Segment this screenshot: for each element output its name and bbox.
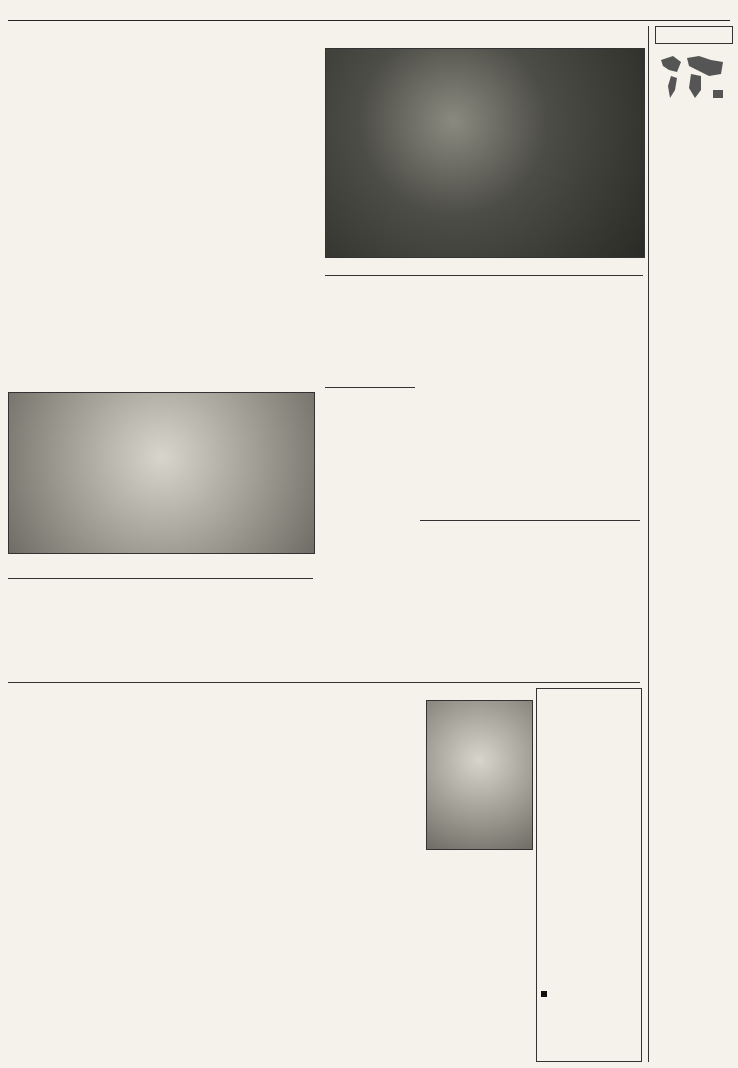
article6-col1: [8, 602, 106, 672]
article7-col2: [112, 812, 212, 1060]
article7-col1: [8, 812, 108, 1060]
divider: [8, 578, 313, 579]
soweto-photo: [8, 392, 315, 554]
dubossari-photo: [325, 48, 645, 258]
sidebar-divider: [648, 26, 649, 1062]
divider: [325, 387, 415, 388]
timor-box: [536, 688, 642, 1062]
article7-col4: [320, 770, 420, 1060]
sidebar-items: [655, 122, 731, 1062]
map-australia: [713, 90, 723, 98]
article6-col2: [110, 602, 208, 672]
divider: [8, 682, 640, 683]
soweto-caption: [8, 555, 313, 569]
article1-lead: [8, 140, 318, 182]
article6-col3: [212, 602, 312, 672]
article7-col5: [426, 862, 531, 1060]
article5-col1: [420, 545, 528, 675]
article7-col3: [216, 812, 316, 1060]
divider: [325, 275, 643, 276]
article5-col2: [532, 545, 640, 675]
article1-col1: [8, 188, 108, 388]
world-map: [655, 46, 731, 116]
article3-col1: [420, 336, 528, 516]
dubossari-caption: [325, 259, 643, 273]
levy-photo: [426, 700, 533, 850]
article3-col2: [532, 336, 640, 516]
bullet-square: [541, 991, 547, 997]
sidebar-header: [655, 26, 733, 44]
article1-col3: [216, 188, 316, 388]
divider: [420, 520, 640, 521]
article4-col: [325, 475, 415, 680]
article1-col2: [112, 188, 212, 388]
belfast-col: [541, 991, 637, 1057]
article2-col: [325, 322, 415, 382]
page-header: [8, 6, 730, 21]
article8-col: [541, 765, 637, 985]
